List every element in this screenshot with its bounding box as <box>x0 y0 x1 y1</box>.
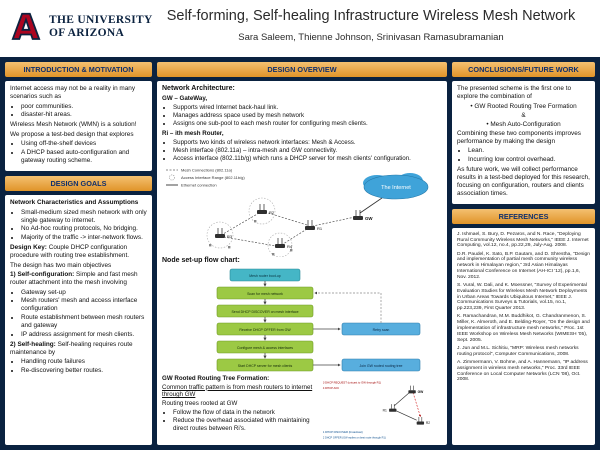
internet-cloud <box>363 173 428 199</box>
seq-r1-label: R1 <box>382 407 387 412</box>
poster-title: Self-forming, Self-healing Infrastructure Wireless Mesh Network <box>166 8 576 24</box>
seq-node-gw <box>408 385 424 393</box>
right-column <box>452 62 595 445</box>
router-label: Ri – ith mesh Router, <box>162 129 224 137</box>
flow-step-scan <box>217 287 313 299</box>
list-item: • Lean. <box>468 147 590 155</box>
svg-text:Configure mesh & access interf: Configure mesh & access interfaces <box>236 345 294 350</box>
flowchart-heading: Node set-up flow chart: <box>162 256 240 264</box>
middle-column <box>157 62 447 445</box>
list-item: • Using off-the-shelf devices <box>21 140 147 148</box>
section-header-introduction: INTRODUCTION & MOTIVATION <box>5 62 152 77</box>
seq-msg-ack: 4 DHCP ACK <box>322 386 339 390</box>
list-item: • Incurring low control overhead. <box>468 156 590 164</box>
objective-1 <box>10 271 147 287</box>
seq-r2-label: R2 <box>425 420 430 425</box>
svg-text:Join GW rooted routing tree: Join GW rooted routing tree <box>359 363 403 368</box>
network-architecture-heading: Network Architecture: <box>162 85 235 92</box>
network-architecture-text <box>162 85 442 165</box>
reference-item: J. Jun and M.L. Sichitiu, "MRP: Wireless mesh networks routing protocol", Computer Communications, 2008. <box>457 345 579 357</box>
router-r2-icon <box>257 204 275 215</box>
design-key <box>10 244 147 260</box>
seq-gw-label: GW <box>417 389 423 394</box>
section-header-conclusions: CONCLUSIONS/FUTURE WORK <box>452 62 595 77</box>
legend-access-range: Access Interface Range (802.11b/g) <box>181 174 245 180</box>
legend-mesh-connections: Mesh Connections (802.11a) <box>181 167 233 173</box>
design-overview-box <box>157 81 447 445</box>
poster-header <box>0 0 600 57</box>
svg-text:Start DHCP server for mesh cli: Start DHCP server for mesh clients <box>237 363 293 368</box>
objective-1-bullets <box>21 289 147 339</box>
list-item: • Supports two kinds of wireless network interfaces: Mesh & Access. <box>173 139 442 147</box>
left-column <box>5 62 152 445</box>
section-header-design-overview: DESIGN OVERVIEW <box>157 62 447 77</box>
design-key-text: Couple DHCP configuration procedure with routing tree establishment. <box>10 243 130 259</box>
list-item: • Small-medium sized mesh network with only single gateway to internet. <box>21 209 147 225</box>
seq-node-r2 <box>416 417 430 425</box>
list-item: • Mesh routers' mesh and access interface configuration <box>21 297 147 313</box>
svg-text:Send DHCP DISCOVER on mesh int: Send DHCP DISCOVER on mesh interface <box>231 309 299 314</box>
list-item: • poor communities. <box>21 103 147 111</box>
flow-step-offer <box>217 323 313 335</box>
list-item: • Follow the flow of data in the network <box>173 409 317 417</box>
list-item: • Assigns one sub-pool to each mesh router for configuring mesh clients. <box>173 120 442 128</box>
intro-paragraph-3: We propose a test-bed design that explores <box>10 130 134 138</box>
design-goals-box <box>5 195 152 445</box>
conclusions-bullets <box>468 147 590 164</box>
reference-item: K. Ramachandran, M.M. Buddhikot, G. Chandranmenon, S. Miller, K. Almeroth, and E. Belding-Royer, "On the design and implementation of infrastructure mesh networks," Proc. 1st IEEE Workshop on Wireless Mesh Networks (WIMESH '05), Sept. 2005. <box>457 314 590 343</box>
flow-step-configure <box>217 341 313 353</box>
goals-subheading: Network Characteristics and Assumptions <box>10 199 139 207</box>
flow-side-retry <box>342 323 420 335</box>
wordmark-line-1: THE UNIVERSITY <box>49 14 153 27</box>
routing-tree-paragraph: Routing trees rooted at GW <box>162 400 238 408</box>
seq-node-r1 <box>382 404 396 412</box>
seq-msg-request: 3 DHCP REQUEST (unicast to GW through R1) <box>322 380 381 384</box>
intro-paragraph-1: Internet access may not be a reality in many scenarios such as <box>10 85 136 101</box>
list-item: • Route establishment between mesh routers and gateway <box>21 314 147 330</box>
reference-item: S. Vural, W. Dali, and K. Moessner, "Survey of Experimental Evaluation Studies for Wireless Mesh Network Deployments in Urban Areas Towards Ubiquitous Internet," IEEE J. Communications Surveys & Tutorials, vol.15, no.1, pp.223,239, First Quarter 2013. <box>457 283 588 312</box>
reference-item: A. Zimmermann, V. Bohme, and A. Hannemann, "IP address assignment in wireless mesh networks," Proc. 33rd IEEE Conference on Local Computer Networks (LCN '08), Oct. 2008. <box>457 359 588 383</box>
legend-ethernet: Ethernet connection <box>181 182 217 188</box>
objectives-intro: The design has two main objectives <box>10 261 112 269</box>
router-gw-label: GW <box>365 215 373 221</box>
objective-2-label: 2) Self-healing: <box>10 340 56 348</box>
intro-bullet-list-2 <box>21 140 147 165</box>
router-gw-icon <box>353 210 373 221</box>
combo-item-tree: • GW Rooted Routing Tree Formation <box>457 103 590 111</box>
goals-bullet-list <box>21 209 147 242</box>
svg-text:Mesh router boot-up: Mesh router boot-up <box>249 273 281 278</box>
list-item: • Access interface (802.11b/g) which runs a DHCP server for mesh clients' configuration. <box>173 155 442 163</box>
flow-step-discover <box>217 305 313 317</box>
intro-bullet-list-1 <box>21 103 147 120</box>
seq-msg-discover: 1 DHCP DISCOVER (broadcast) <box>322 430 363 434</box>
routing-tree-text <box>162 375 317 441</box>
router-r4-label: R4 <box>287 243 293 249</box>
design-key-label: Design Key: <box>10 243 47 251</box>
reference-item: J. Ishmael, S. Bury, D. Pezaros, and N. Race, "Deploying Rural Community Wireless Mesh Networks," IEEE J. Internet Computing, vol.12, no.4, pp.22,29, July-Aug. 2008. <box>457 231 589 249</box>
diagram-legend <box>166 167 245 187</box>
network-architecture-diagram <box>162 165 442 257</box>
seq-msg-offer: 2 DHCP OFFER (GW replies on best route through R1) <box>322 436 386 440</box>
router-r1-icon <box>305 220 323 231</box>
gateway-label: GW – GateWay, <box>162 95 208 103</box>
title-zone <box>150 8 592 43</box>
list-item: • IP address assignment for mesh clients. <box>21 331 147 339</box>
intro-paragraph-2: Wireless Mesh Network (WMN) is a solution! <box>10 121 137 129</box>
section-header-design-goals: DESIGN GOALS <box>5 176 152 191</box>
combo-item-autoconfig: • Mesh Auto-Configuration <box>457 121 590 129</box>
internet-cloud-label: The Internet <box>381 184 411 191</box>
objective-2-text: Self-healing requires route maintenance by <box>10 340 133 356</box>
list-item: • Re-discovering better routes. <box>21 367 147 375</box>
references-box <box>452 228 595 445</box>
dhcp-sequence-diagram <box>321 375 442 441</box>
flow-side-join-tree <box>342 359 420 371</box>
university-logo <box>8 9 153 45</box>
list-item: • Supports wired Internet back-haul link. <box>173 104 442 112</box>
poster-authors: Sara Saleem, Thienne Johnson, Srinivasan Ramasubramanian <box>238 32 504 43</box>
list-item: • Handling route failures <box>21 358 147 366</box>
introduction-box <box>5 81 152 171</box>
list-item: • Gateway set-up <box>21 289 147 297</box>
conclusions-box <box>452 81 595 204</box>
flow-step-boot <box>230 269 300 281</box>
list-item: • A DHCP based auto-configuration and gateway routing scheme. <box>21 149 147 165</box>
block-a-logo-icon <box>8 9 44 45</box>
router-r2-label: R2 <box>269 209 275 215</box>
svg-text:Scan for mesh network: Scan for mesh network <box>247 291 283 296</box>
combo-ampersand: & <box>521 111 526 119</box>
objective-2-bullets <box>21 358 147 375</box>
routing-tree-underlined: Common traffic pattern is from mesh routers to internet through GW <box>162 383 313 399</box>
routing-tree-bullets <box>173 409 317 432</box>
university-wordmark <box>49 14 153 40</box>
list-item: • Reduce the overhead associated with maintaining direct routes between Ri's. <box>173 417 317 432</box>
list-item: • No Ad-hoc routing protocols, No bridging. <box>21 225 147 233</box>
router-r4-icon <box>275 238 293 249</box>
conclusions-paragraph-2: Combining these two components improves performance by making the design <box>457 129 581 145</box>
routing-tree-heading: GW Rooted Routing Tree Formation: <box>162 374 270 382</box>
list-item: • disaster-hit areas. <box>21 111 147 119</box>
svg-text:Retry scan: Retry scan <box>372 327 390 332</box>
list-item: • Manages address space used by mesh network <box>173 112 442 120</box>
gateway-bullets <box>173 104 442 128</box>
objective-2 <box>10 341 147 357</box>
conclusions-paragraph-3: As future work, we will collect performance results in a test-bed deployed for this research, focusing on configuration, routers and clients association times. <box>457 166 590 198</box>
router-bullets <box>173 139 442 163</box>
list-item: • Majority of the traffic -> inter-network flows. <box>21 234 147 242</box>
poster-body <box>0 57 600 450</box>
bottom-row <box>162 375 442 441</box>
conclusions-paragraph-1: The presented scheme is the first one to explore the combination of <box>457 85 572 101</box>
section-header-references: REFERENCES <box>452 209 595 224</box>
node-setup-flowchart <box>162 267 442 375</box>
flow-step-dhcp-server <box>217 359 313 371</box>
objective-1-text: Simple and fast mesh router attachment into the mesh involving <box>10 271 138 287</box>
router-r3-label: R3 <box>227 233 233 239</box>
router-r1-label: R1 <box>317 225 323 231</box>
svg-text:A: A <box>12 9 40 45</box>
objective-1-label: 1) Self-configuration: <box>10 271 75 279</box>
svg-text:Receive DHCP OFFER from GW: Receive DHCP OFFER from GW <box>239 327 291 332</box>
list-item: • Mesh interface (802.11a) – intra-mesh and GW connectivity. <box>173 147 442 155</box>
wordmark-line-2: OF ARIZONA <box>49 27 125 39</box>
reference-item: D.R. Paudel, K. Sato, B.P. Gautam, and D. Shrestha, "Design and implementation of partial mesh community wireless network in Himalayan region," 3rd Asian Himalayas International Conference on Internet (AH-ICI '12), pp.1,6, Nov. 2012. <box>457 251 590 280</box>
